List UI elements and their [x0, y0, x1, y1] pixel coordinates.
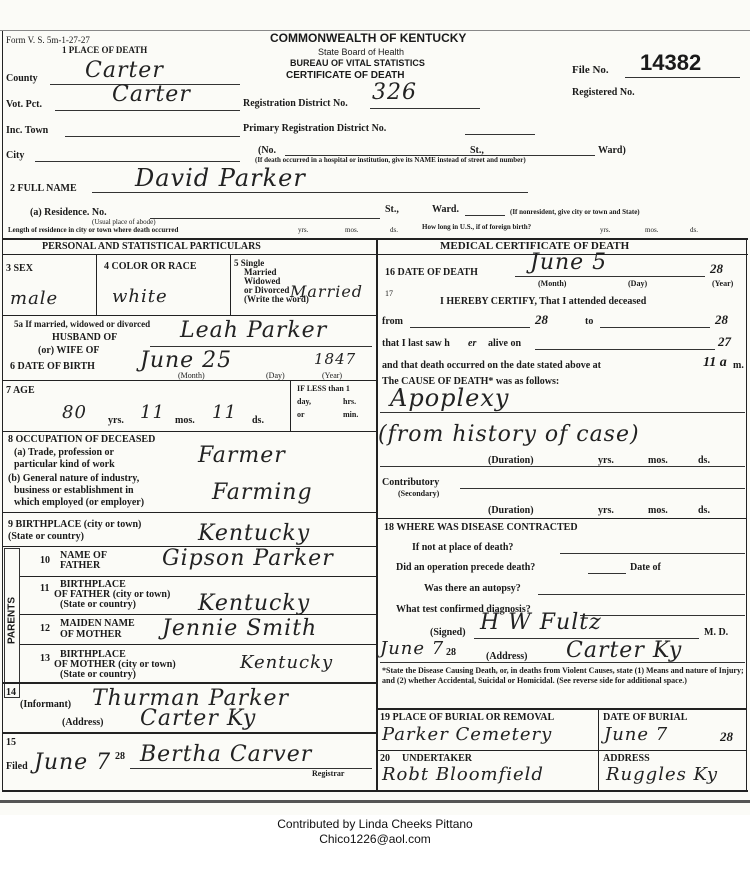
- filed-year: 28: [115, 751, 125, 762]
- death-time-value: 11 a: [703, 355, 727, 370]
- secondary-label: (Secondary): [398, 489, 440, 498]
- signed-year: 28: [446, 647, 456, 658]
- birthplace-sub-label: (State or country): [8, 531, 84, 542]
- mother-label: MAIDEN NAME: [60, 618, 135, 629]
- father-label: NAME OF: [60, 550, 107, 561]
- burial-label: 19 PLACE OF BURIAL OR REMOVAL: [380, 712, 555, 723]
- birthplace-label: 9 BIRTHPLACE (city or town): [8, 519, 142, 530]
- certify-number: 17: [385, 289, 393, 298]
- full-name-value: David Parker: [135, 164, 306, 192]
- vot-pct-label: Vot. Pct.: [6, 99, 43, 110]
- hospital-note: (If death occurred in a hospital or institution, give its NAME instead of street and number): [255, 156, 526, 164]
- mother-birth-number: 13: [40, 653, 50, 664]
- father-birthplace-value: Kentucky: [198, 591, 311, 616]
- death-year-label: (Year): [712, 279, 734, 288]
- to-year: 28: [715, 312, 728, 327]
- residence-st-label: St.,: [385, 204, 399, 215]
- age-mos-label: mos.: [175, 415, 195, 426]
- dob-day-label: (Day): [266, 371, 285, 380]
- if-not-label: If not at place of death?: [412, 542, 514, 553]
- signed-date-value: June 7: [380, 638, 445, 659]
- death-time-unit: m.: [733, 360, 744, 371]
- age-days-value: 11: [212, 402, 237, 423]
- occupation-a2-label: particular kind of work: [14, 459, 115, 470]
- occupation-b3-label: which employed (or employer): [14, 497, 145, 508]
- if-less-min: min.: [343, 410, 359, 419]
- us-mos-label: mos.: [645, 226, 659, 234]
- informant-label: (Informant): [20, 699, 72, 710]
- mother-number: 12: [40, 623, 50, 634]
- father-birth-number: 11: [40, 583, 50, 594]
- marital-single: 5 Single: [234, 258, 265, 268]
- death-month-label: (Month): [538, 279, 567, 288]
- alive-on-label: alive on: [488, 338, 522, 349]
- undertaker-label: UNDERTAKER: [402, 753, 473, 764]
- cause-note: (from history of case): [378, 422, 640, 447]
- age-yrs-label: yrs.: [108, 415, 124, 426]
- occupation-b-label: (b) General nature of industry,: [8, 473, 140, 484]
- signed-label: (Signed): [430, 627, 466, 638]
- contributory-label: Contributory: [382, 477, 440, 488]
- filed-date: June 7: [34, 750, 112, 775]
- length-yrs-label: yrs.: [298, 226, 309, 234]
- residence-label: (a) Residence. No.: [30, 207, 107, 218]
- age-ds-label: ds.: [252, 415, 264, 426]
- sex-label: 3 SEX: [6, 263, 33, 274]
- father-value: Gipson Parker: [162, 546, 334, 571]
- us-yrs-label: yrs.: [600, 226, 611, 234]
- residence-ward-label: Ward.: [432, 204, 459, 215]
- signed-address-value: Carter Ky: [566, 638, 683, 663]
- date-of-death-year: 28: [710, 261, 723, 276]
- undertaker-value: Robt Bloomfield: [382, 764, 544, 785]
- marital-write: (Write the word): [244, 294, 309, 304]
- mother-birthplace-label: BIRTHPLACE: [60, 649, 126, 660]
- mother-birthplace-label-2: OF MOTHER (city or town): [54, 659, 176, 670]
- death-occurred-label: and that death occurred on the date stated above at: [382, 360, 601, 371]
- file-number: 14382: [640, 50, 702, 75]
- duration-label-1: (Duration): [488, 455, 534, 466]
- wife-of-label: (or) WIFE OF: [38, 345, 100, 356]
- length-residence-label: Length of residence in city or town where death occurred: [8, 226, 179, 234]
- personal-header: PERSONAL AND STATISTICAL PARTICULARS: [42, 241, 261, 252]
- informant-value: Thurman Parker: [92, 686, 289, 711]
- document-title: CERTIFICATE OF DEATH: [286, 70, 405, 81]
- cause-value: Apoplexy: [390, 384, 510, 412]
- dob-year: 1847: [314, 350, 357, 368]
- vot-pct-value: Carter: [112, 82, 191, 107]
- city-label: City: [6, 150, 25, 161]
- if-less-or: or: [297, 410, 305, 419]
- burial-date-label: DATE OF BURIAL: [603, 712, 688, 723]
- duration-mos-2: mos.: [648, 505, 668, 516]
- registration-district-label: Registration District No.: [243, 98, 348, 109]
- mother-label-2: OF MOTHER: [60, 629, 122, 640]
- if-less-label: IF LESS than 1: [297, 384, 350, 393]
- spouse-label: 5a If married, widowed or divorced: [14, 319, 151, 329]
- mother-value: Jennie Smith: [162, 616, 318, 641]
- last-saw-value: er: [468, 338, 477, 349]
- if-less-day: day,: [297, 397, 312, 406]
- county-label: County: [6, 73, 38, 84]
- informant-number: 14: [6, 687, 16, 698]
- nonresident-note: (If nonresident, give city or town and State): [510, 208, 640, 216]
- marital-value: Married: [290, 282, 364, 301]
- father-birthplace-label: BIRTHPLACE: [60, 579, 126, 590]
- signature-value: H W Fultz: [480, 610, 602, 635]
- file-label: File No.: [572, 64, 609, 76]
- length-ds-label: ds.: [390, 226, 398, 234]
- us-ds-label: ds.: [690, 226, 698, 234]
- registration-district-value: 326: [372, 80, 417, 105]
- mother-birthplace-value: Kentucky: [240, 652, 334, 673]
- marital-divorced: or Divorced: [244, 285, 290, 295]
- duration-mos-1: mos.: [648, 455, 668, 466]
- usual-place-note: (Usual place of abode): [92, 218, 156, 226]
- alive-year: 27: [718, 334, 731, 349]
- duration-ds-2: ds.: [698, 505, 710, 516]
- undertaker-number: 20: [380, 753, 390, 764]
- occupation-a-label: (a) Trade, profession or: [14, 447, 114, 458]
- certify-label: I HEREBY CERTIFY, That I attended deceased: [440, 296, 647, 307]
- registrar-signature: Bertha Carver: [140, 742, 313, 767]
- dob-value: June 25: [140, 348, 233, 373]
- commonwealth-title: COMMONWEALTH OF KENTUCKY: [270, 31, 467, 45]
- age-years-value: 80: [62, 402, 87, 423]
- birthplace-value: Kentucky: [198, 521, 311, 546]
- to-label: to: [585, 316, 594, 327]
- board-name: State Board of Health: [318, 47, 405, 57]
- filed-label: Filed: [6, 761, 28, 772]
- duration-ds-1: ds.: [698, 455, 710, 466]
- sex-value: male: [10, 288, 59, 309]
- father-number: 10: [40, 555, 50, 566]
- undertaker-address-value: Ruggles Ky: [606, 764, 719, 785]
- form-code: Form V. S. 5m-1-27-27: [6, 35, 90, 45]
- occupation-value: Farmer: [198, 443, 286, 468]
- primary-district-label: Primary Registration District No.: [243, 123, 387, 134]
- if-less-hrs: hrs.: [343, 397, 357, 406]
- parents-label: PARENTS: [6, 596, 18, 645]
- last-saw-label: that I last saw h: [382, 338, 450, 349]
- occupation-header: 8 OCCUPATION OF DECEASED: [8, 434, 156, 445]
- death-day-label: (Day): [628, 279, 648, 288]
- date-of-death-value: June 5: [530, 250, 608, 275]
- registrar-label: Registrar: [312, 769, 345, 778]
- cause-footnote: *State the Disease Causing Death, or, in deaths from Violent Causes, state (1) Means and nature of Injury; and (2) whether Accidental, Suicidal or Homicidal. (See reverse side for additional space.): [382, 666, 744, 685]
- medical-header: MEDICAL CERTIFICATE OF DEATH: [440, 240, 630, 252]
- from-label: from: [382, 316, 403, 327]
- md-label: M. D.: [704, 627, 729, 638]
- length-mos-label: mos.: [345, 226, 359, 234]
- registered-label: Registered No.: [572, 87, 635, 98]
- county-value: Carter: [85, 58, 164, 83]
- date-of-death-label: 16 DATE OF DEATH: [385, 267, 478, 278]
- autopsy-label: Was there an autopsy?: [424, 583, 521, 594]
- burial-year: 28: [720, 729, 733, 744]
- informant-address-label: (Address): [62, 717, 104, 728]
- duration-yrs-2: yrs.: [598, 505, 614, 516]
- parents-box: [4, 548, 20, 698]
- undertaker-address-label: ADDRESS: [603, 753, 650, 764]
- city-ward-label: Ward): [598, 145, 626, 156]
- industry-value: Farming: [212, 480, 313, 505]
- marital-married: Married: [244, 267, 277, 277]
- operation-label: Did an operation precede death?: [396, 562, 536, 573]
- spouse-value: Leah Parker: [180, 318, 328, 343]
- place-section-label: 1 PLACE OF DEATH: [62, 45, 148, 55]
- signed-address-label: (Address): [486, 651, 528, 662]
- husband-of-label: HUSBAND OF: [52, 332, 118, 343]
- contributor-email[interactable]: Chico1226@aol.com: [319, 832, 431, 846]
- full-name-label: 2 FULL NAME: [10, 183, 77, 194]
- burial-place-value: Parker Cemetery: [382, 724, 553, 745]
- bureau-name: BUREAU OF VITAL STATISTICS: [290, 58, 425, 68]
- dob-month-label: (Month): [178, 371, 205, 380]
- how-long-us-label: How long in U.S., if of foreign birth?: [422, 223, 532, 231]
- cause-label: The CAUSE OF DEATH* was as follows:: [382, 376, 560, 387]
- marital-widowed: Widowed: [244, 276, 281, 286]
- from-year: 28: [535, 312, 548, 327]
- age-label: 7 AGE: [6, 385, 35, 396]
- city-st-label: St.,: [470, 145, 484, 156]
- operation-date-label: Date of: [630, 562, 661, 573]
- contributor-credit: Contributed by Linda Cheeks Pittano: [277, 817, 473, 831]
- filed-number: 15: [6, 737, 16, 748]
- informant-address-value: Carter Ky: [140, 706, 257, 731]
- dob-label: 6 DATE OF BIRTH: [10, 361, 95, 372]
- father-birthplace-label-2: OF FATHER (city or town): [54, 589, 171, 600]
- inc-town-label: Inc. Town: [6, 125, 49, 136]
- duration-label-2: (Duration): [488, 505, 534, 516]
- burial-date-value: June 7: [604, 724, 669, 745]
- mother-birthplace-label-3: (State or country): [60, 669, 136, 680]
- color-label: 4 COLOR OR RACE: [104, 261, 197, 272]
- test-label: What test confirmed diagnosis?: [396, 604, 531, 615]
- city-no-label: (No.: [258, 145, 277, 156]
- duration-yrs-1: yrs.: [598, 455, 614, 466]
- color-value: white: [112, 286, 168, 307]
- occupation-b2-label: business or establishment in: [14, 485, 134, 496]
- dob-year-label: (Year): [322, 371, 343, 380]
- where-contracted-label: 18 WHERE WAS DISEASE CONTRACTED: [384, 522, 578, 533]
- age-months-value: 11: [140, 402, 165, 423]
- father-label-2: FATHER: [60, 560, 101, 571]
- father-birthplace-label-3: (State or country): [60, 599, 136, 610]
